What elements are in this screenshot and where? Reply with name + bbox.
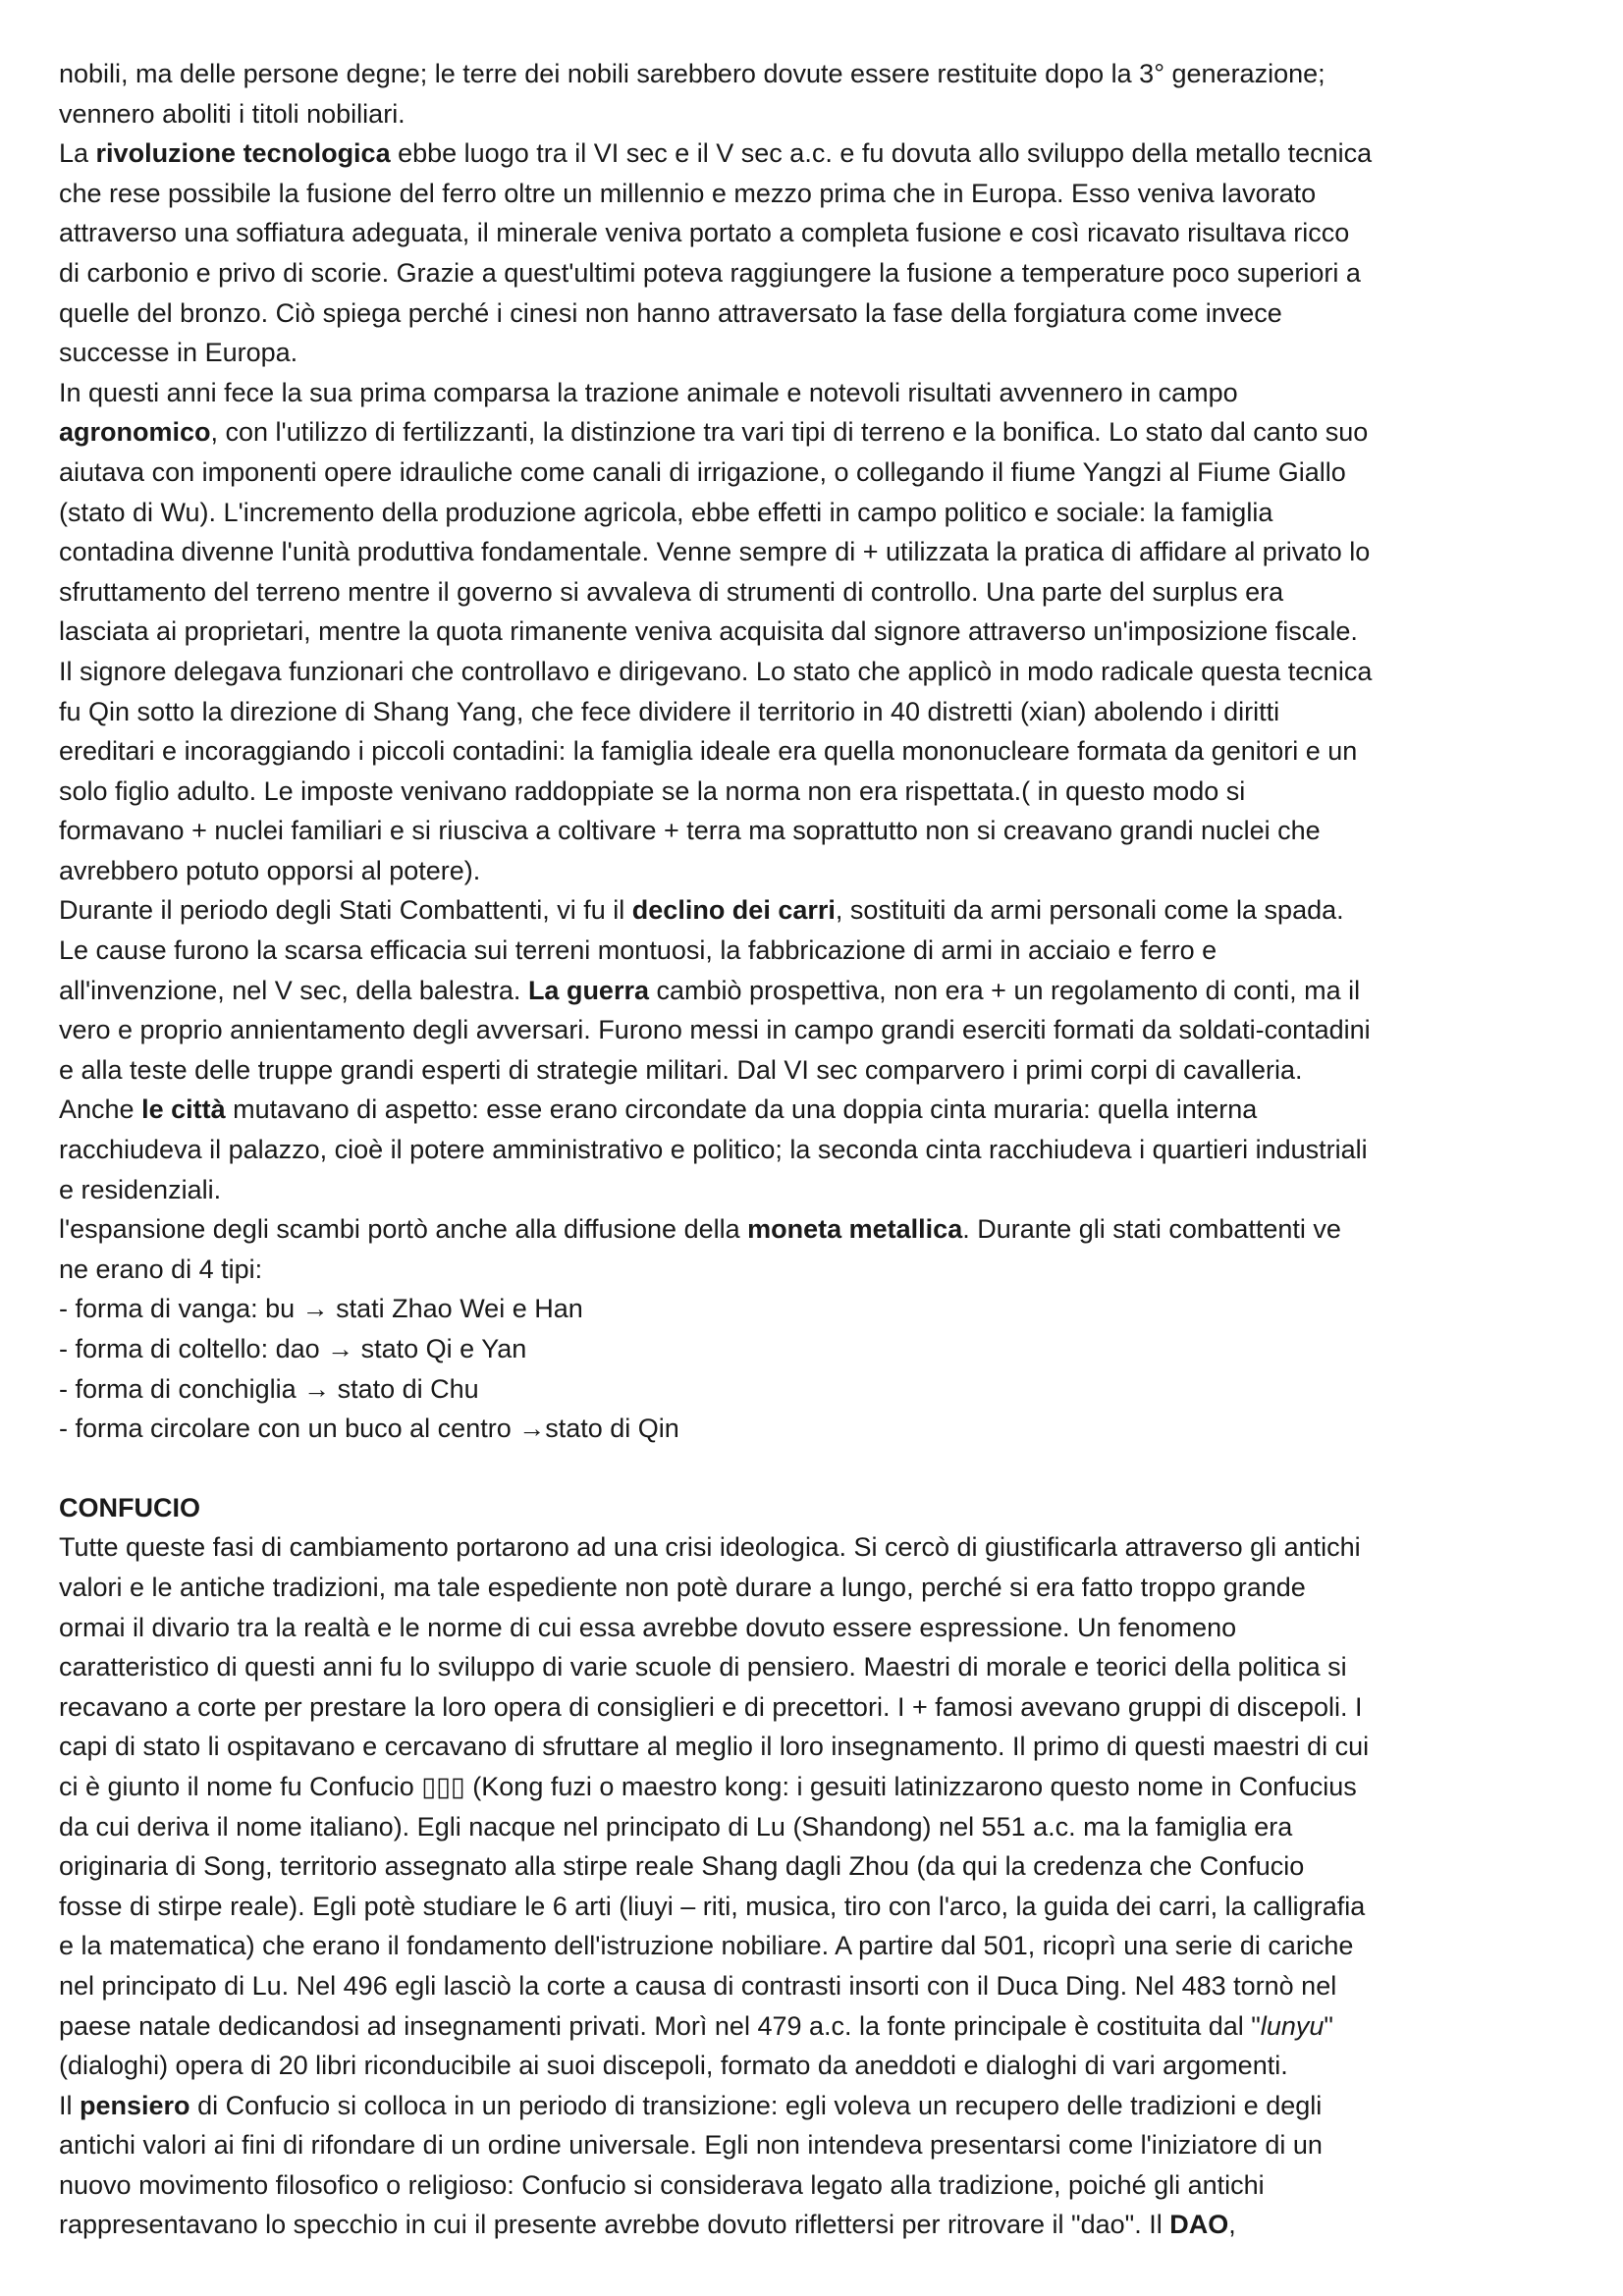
text-run: Tutte queste fasi di cambiamento portarono ad una crisi ideologica. Si cercò di giustificarla attraverso gli antichi xyxy=(59,1532,1361,1563)
text-run: formavano + nuclei familiari e si riusciva a coltivare + terra ma soprattutto non si creavano grandi nuclei che xyxy=(59,816,1321,846)
text-run: Le cause furono la scarsa efficacia sui terreni montuosi, la fabbricazione di armi in acciaio e ferro e xyxy=(59,935,1217,966)
text-run: nel principato di Lu. Nel 496 egli lasciò la corte a causa di contrasti insorti con il Duca Ding. Nel 483 tornò nel xyxy=(59,1970,1337,2001)
text-line xyxy=(59,612,1579,652)
bold-term: declino dei carri xyxy=(631,895,836,926)
text-run: originaria di Song, territorio assegnato alla stirpe reale Shang dagli Zhou (da qui la credenza che Confucio xyxy=(59,1851,1305,1882)
text-line xyxy=(59,1090,1579,1130)
paragraph-confucio-bio xyxy=(59,1527,1579,2085)
text-run: , con l'utilizzo di fertilizzanti, la distinzione tra vari tipi di terreno e la bonifica. Lo stato dal canto suo xyxy=(210,417,1369,448)
paragraph-pensiero xyxy=(59,2086,1579,2245)
text-run: , sostituiti da armi personali come la spada. xyxy=(835,895,1344,926)
text-run: capi di stato li ospitavano e cercavano di sfruttare al meglio il loro insegnamento. Il primo di questi maestri di cui xyxy=(59,1732,1370,1762)
text-run: ne erano di 4 tipi: xyxy=(59,1254,263,1284)
text-run: recavano a corte per prestare la loro opera di consiglieri e di precettori. I + famosi avevano gruppi di discepoli. I xyxy=(59,1691,1363,1722)
text-run: avrebbero potuto opporsi al potere). xyxy=(59,855,481,885)
paragraph-citta xyxy=(59,1090,1579,1209)
text-run: caratteristico di questi anni fu lo sviluppo di varie scuole di pensiero. Maestri di morale e teorici della politica si xyxy=(59,1652,1347,1682)
text-run: l'espansione degli scambi portò anche alla diffusione della xyxy=(59,1214,748,1245)
text-run: di Confucio si colloca in un periodo di transizione: egli voleva un recupero delle tradizioni e degli xyxy=(189,2090,1323,2120)
text-line xyxy=(59,532,1579,572)
paragraph-agronomia xyxy=(59,373,1579,891)
bold-term: agronomico xyxy=(59,417,211,448)
text-run: Il signore delegava funzionari che controllavo e dirigevano. Lo stato che applicò in modo radicale questa tecnica xyxy=(59,656,1373,686)
text-line xyxy=(59,2205,1579,2245)
text-run: antichi valori ai fini di rifondare di un ordine universale. Egli non intendeva presentarsi come l'iniziatore di un xyxy=(59,2130,1323,2161)
text-line xyxy=(59,1966,1579,2006)
text-line xyxy=(59,2125,1579,2165)
text-line xyxy=(59,2006,1579,2047)
paragraph-nobili xyxy=(59,54,1579,133)
text-line xyxy=(59,931,1579,971)
list-item: - forma di coltello: dao → stato Qi e Yan xyxy=(59,1334,527,1363)
text-line xyxy=(59,1010,1579,1050)
text-line xyxy=(59,1170,1579,1210)
text-run: ormai il divario tra la realtà e le norme di cui essa avrebbe dovuto essere espressione. Un fenomeno xyxy=(59,1612,1237,1642)
text-run: . Durante gli stati combattenti ve xyxy=(962,1214,1341,1245)
bold-term: le città xyxy=(141,1095,226,1125)
text-run: all'invenzione, nel V sec, della balestra. xyxy=(59,975,528,1005)
text-run: successe in Europa. xyxy=(59,338,298,368)
text-line xyxy=(59,294,1579,334)
text-run: fu Qin sotto la direzione di Shang Yang, che fece dividere il territorio in 40 distretti (xian) abolendo i diritti xyxy=(59,696,1280,726)
text-run: che rese possibile la fusione del ferro oltre un millennio e mezzo prima che in Europa. Esso veniva lavorato xyxy=(59,178,1317,208)
text-line xyxy=(59,1926,1579,1966)
text-line xyxy=(59,373,1579,413)
text-line xyxy=(59,1647,1579,1687)
section-heading-confucio: CONFUCIO xyxy=(59,1492,200,1522)
text-line xyxy=(59,1568,1579,1608)
text-run: (dialoghi) opera di 20 libri riconducibile ai suoi discepoli, formato da aneddoti e dialoghi di vari argomenti. xyxy=(59,2051,1288,2081)
text-line xyxy=(59,1050,1579,1091)
text-line xyxy=(59,2046,1579,2086)
text-line xyxy=(59,133,1579,174)
text-line xyxy=(59,1527,1579,1568)
text-run: paese natale dedicandosi ad insegnamenti privati. Morì nel 479 a.c. la fonte principale è costituita dal " xyxy=(59,2010,1261,2041)
text-line xyxy=(59,572,1579,613)
text-run: e residenziali. xyxy=(59,1174,222,1204)
text-line xyxy=(59,1887,1579,1927)
list-item: - forma di vanga: bu → stati Zhao Wei e Han xyxy=(59,1294,583,1324)
text-line xyxy=(59,174,1579,214)
bold-term: pensiero xyxy=(80,2090,190,2120)
text-run: aiutava con imponenti opere idrauliche come canali di irrigazione, o collegando il fiume Yangzi al Fiume Giallo xyxy=(59,456,1346,487)
text-line xyxy=(59,971,1579,1011)
text-run: attraverso una soffiatura adeguata, il minerale veniva portato a completa fusione e così ricavato risultava ricco xyxy=(59,218,1350,248)
text-line xyxy=(59,2165,1579,2206)
text-run: ebbe luogo tra il VI sec e il V sec a.c. e fu dovuta allo sviluppo della metallo tecnica xyxy=(390,138,1373,169)
text-run: La xyxy=(59,138,96,169)
text-line xyxy=(59,333,1579,373)
text-line xyxy=(59,412,1579,453)
text-run: Il xyxy=(59,2090,81,2120)
section-spacer xyxy=(59,1449,1579,1488)
text-run: fosse di stirpe reale). Egli potè studiare le 6 arti (liuyi – riti, musica, tiro con l'arco, la guida dei carri, la calligrafia xyxy=(59,1891,1366,1921)
text-run: ci è giunto il nome fu Confucio ▯▯▯ (Kong fuzi o maestro kong: i gesuiti latinizzarono questo nome in Confucius xyxy=(59,1771,1357,1801)
text-line xyxy=(59,1209,1579,1250)
text-run: lasciata ai proprietari, mentre la quota rimanente veniva acquisita dal signore attraverso un'imposizione fiscale. xyxy=(59,616,1358,647)
text-line xyxy=(59,1807,1579,1847)
text-line: vennero aboliti i titoli nobiliari. xyxy=(59,98,406,129)
text-run: rappresentavano lo specchio in cui il presente avrebbe dovuto riflettersi per ritrovare il "dao". Il xyxy=(59,2210,1170,2240)
bold-term: DAO xyxy=(1169,2210,1229,2240)
text-line xyxy=(59,890,1579,931)
bold-term: rivoluzione tecnologica xyxy=(95,138,391,169)
text-run: cambiò prospettiva, non era + un regolamento di conti, ma il xyxy=(648,975,1361,1005)
italic-term: lunyu xyxy=(1260,2010,1325,2041)
bold-term: La guerra xyxy=(527,975,649,1005)
paragraph-rivoluzione-tecnologica xyxy=(59,133,1579,373)
text-line xyxy=(59,1687,1579,1728)
text-run: , xyxy=(1228,2210,1236,2240)
text-run: ereditari e incoraggiando i piccoli contadini: la famiglia ideale era quella mononucleare formata da genitori e un xyxy=(59,736,1358,767)
text-run: Anche xyxy=(59,1095,142,1125)
text-line xyxy=(59,1846,1579,1887)
document-page xyxy=(59,54,1579,2245)
text-run: quelle del bronzo. Ciò spiega perché i cinesi non hanno attraversato la fase della forgiatura come invece xyxy=(59,297,1282,328)
text-line xyxy=(59,692,1579,732)
text-line xyxy=(59,1130,1579,1170)
paragraph-moneta xyxy=(59,1209,1579,1289)
text-run: contadina divenne l'unità produttiva fondamentale. Venne sempre di + utilizzata la pratica di affidare al privato lo xyxy=(59,537,1371,567)
text-line xyxy=(59,453,1579,493)
text-run: vero e proprio annientamento degli avversari. Furono messi in campo grandi eserciti formati da soldati-contadini xyxy=(59,1015,1371,1045)
text-run: valori e le antiche tradizioni, ma tale espediente non potè durare a lungo, perché si era fatto troppo grande xyxy=(59,1572,1306,1602)
text-run: racchiudeva il palazzo, cioè il potere amministrativo e politico; la seconda cinta racchiudeva i quartieri industriali xyxy=(59,1135,1368,1165)
paragraph-declino-carri xyxy=(59,890,1579,1090)
coin-type-list xyxy=(59,1289,1579,1448)
list-item: - forma di conchiglia → stato di Chu xyxy=(59,1373,479,1404)
text-run: (stato di Wu). L'incremento della produzione agricola, ebbe effetti in campo politico e sociale: la famiglia xyxy=(59,497,1273,527)
text-run: Durante il periodo degli Stati Combattenti, vi fu il xyxy=(59,895,632,926)
text-line xyxy=(59,253,1579,294)
text-run: e la matematica) che erano il fondamento dell'istruzione nobiliare. A partire dal 501, ricoprì una serie di cariche xyxy=(59,1931,1354,1961)
text-run: mutavano di aspetto: esse erano circondate da una doppia cinta muraria: quella interna xyxy=(225,1095,1258,1125)
text-line xyxy=(59,2086,1579,2126)
text-run: sfruttamento del terreno mentre il governo si avvaleva di strumenti di controllo. Una parte del surplus era xyxy=(59,576,1284,607)
text-run: di carbonio e privo di scorie. Grazie a quest'ultimi poteva raggiungere la fusione a temperature poco superiori a xyxy=(59,257,1361,288)
text-run: solo figlio adulto. Le imposte venivano raddoppiate se la norma non era rispettata.( in questo modo si xyxy=(59,775,1246,806)
text-line xyxy=(59,652,1579,692)
text-line xyxy=(59,1727,1579,1767)
text-line xyxy=(59,1250,1579,1290)
text-run: da cui deriva il nome italiano). Egli nacque nel principato di Lu (Shandong) nel 551 a.c. ma la famiglia era xyxy=(59,1811,1293,1842)
bold-term: moneta metallica xyxy=(747,1214,963,1245)
text-run: nuovo movimento filosofico o religioso: Confucio si considerava legato alla tradizione, poiché gli antichi xyxy=(59,2169,1265,2200)
text-line xyxy=(59,811,1579,851)
text-run: In questi anni fece la sua prima comparsa la trazione animale e notevoli risultati avvennero in campo xyxy=(59,377,1238,407)
list-item: - forma circolare con un buco al centro →stato di Qin xyxy=(59,1414,679,1444)
text-line xyxy=(59,772,1579,812)
text-line xyxy=(59,851,1579,891)
text-line xyxy=(59,213,1579,253)
text-run: e alla teste delle truppe grandi esperti di strategie militari. Dal VI sec comparvero i primi corpi di cavalleria. xyxy=(59,1054,1303,1085)
text-line xyxy=(59,493,1579,533)
text-run: " xyxy=(1324,2010,1333,2041)
text-line xyxy=(59,1767,1579,1807)
text-line xyxy=(59,731,1579,772)
text-line: nobili, ma delle persone degne; le terre dei nobili sarebbero dovute essere restituite dopo la 3° generazione; xyxy=(59,59,1325,88)
text-line xyxy=(59,1608,1579,1648)
